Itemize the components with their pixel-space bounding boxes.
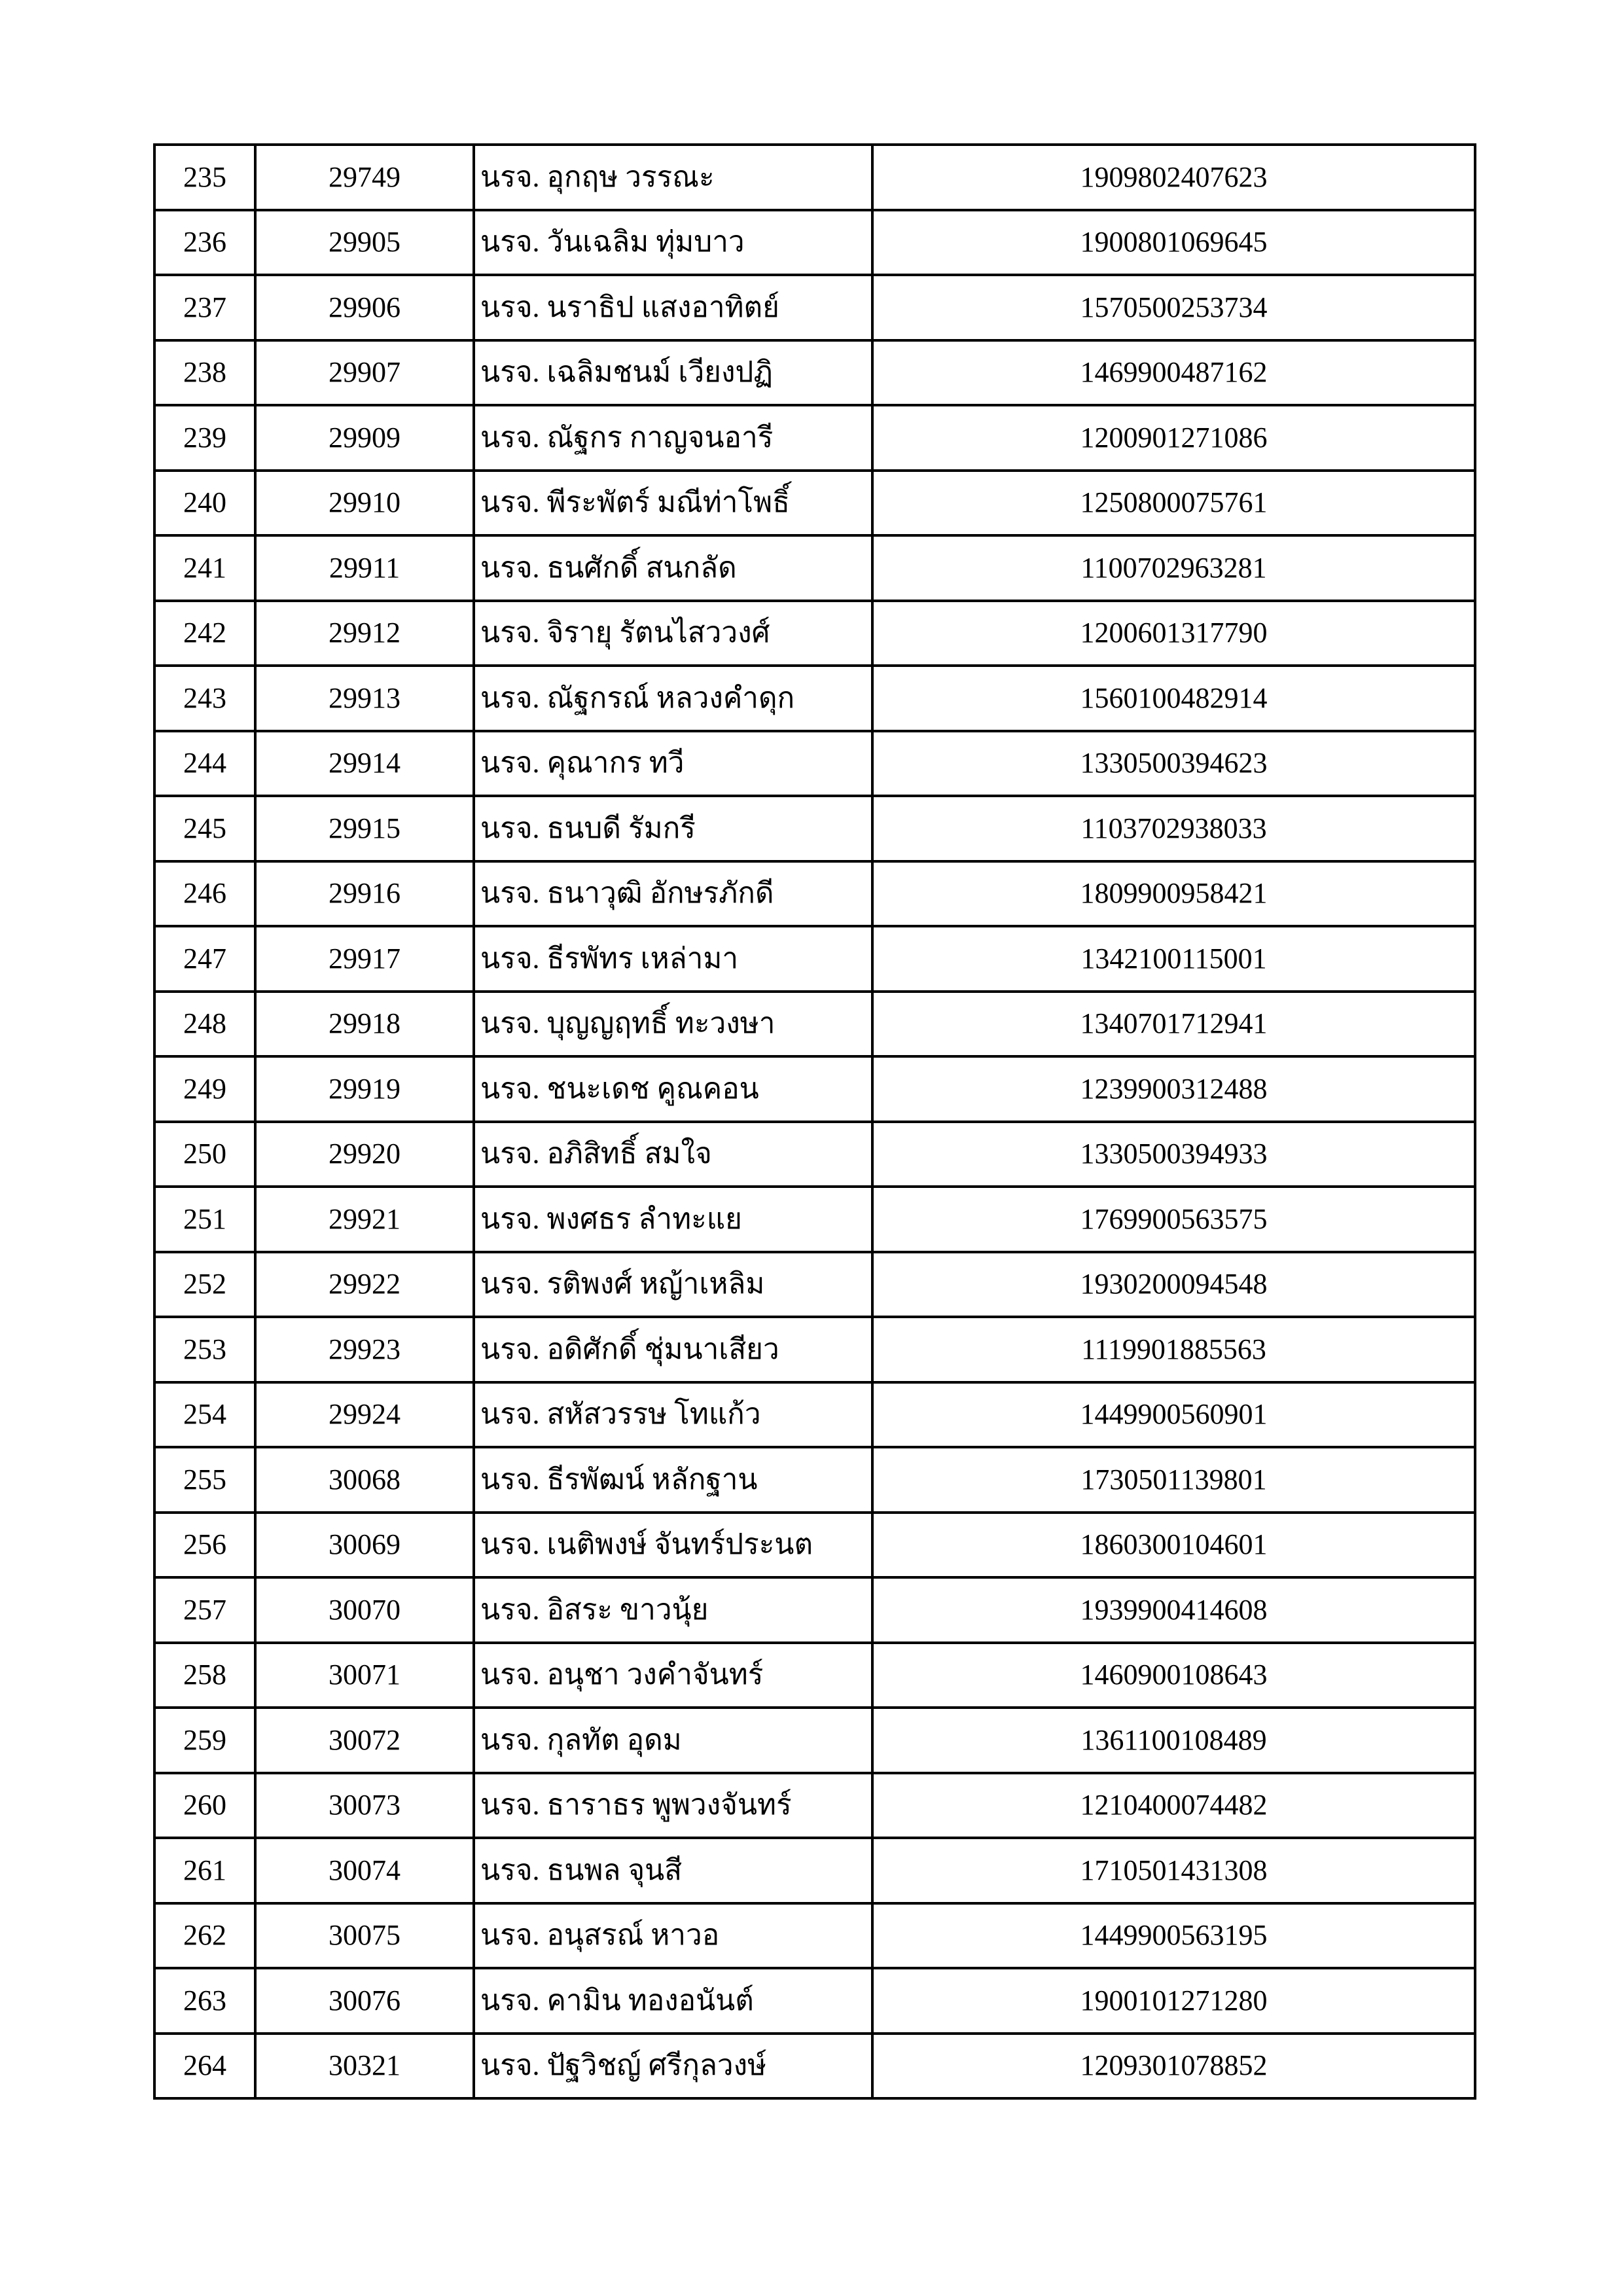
name-cell: นรจ. ธนบดี รัมกรี bbox=[474, 796, 872, 861]
student-id-cell: 29917 bbox=[255, 926, 474, 992]
name-cell: นรจ. คามิน ทองอนันต์ bbox=[474, 1968, 872, 2034]
name-cell: นรจ. คุณากร ทวี bbox=[474, 731, 872, 797]
name-cell: นรจ. ธนพล จุนสี bbox=[474, 1838, 872, 1903]
national-id-cell: 1449900563195 bbox=[872, 1903, 1475, 1969]
row-number-cell: 235 bbox=[154, 145, 255, 210]
national-id-cell: 1900101271280 bbox=[872, 1968, 1475, 2034]
table-row bbox=[154, 731, 1475, 797]
student-id-cell: 29916 bbox=[255, 861, 474, 927]
row-number-cell: 253 bbox=[154, 1317, 255, 1382]
table-row bbox=[154, 145, 1475, 210]
student-id-cell: 29915 bbox=[255, 796, 474, 861]
table-row bbox=[154, 275, 1475, 340]
name-cell: นรจ. สหัสวรรษ โทแก้ว bbox=[474, 1382, 872, 1448]
national-id-cell: 1100702963281 bbox=[872, 535, 1475, 601]
row-number-cell: 261 bbox=[154, 1838, 255, 1903]
student-id-cell: 29921 bbox=[255, 1187, 474, 1252]
name-cell: นรจ. ธนาวุฒิ อักษรภักดี bbox=[474, 861, 872, 927]
name-cell: นรจ. เนติพงษ์ จันทร์ประนต bbox=[474, 1513, 872, 1578]
table-row bbox=[154, 1122, 1475, 1187]
name-cell: นรจ. ปัฐวิชญ์ ศรีกุลวงษ์ bbox=[474, 2034, 872, 2099]
student-id-cell: 29923 bbox=[255, 1317, 474, 1382]
table-row bbox=[154, 1317, 1475, 1382]
table-row bbox=[154, 1643, 1475, 1708]
row-number-cell: 245 bbox=[154, 796, 255, 861]
name-cell: นรจ. อนุสรณ์ หาวอ bbox=[474, 1903, 872, 1969]
table-row bbox=[154, 1773, 1475, 1839]
name-cell: นรจ. อิสระ ขาวนุ้ย bbox=[474, 1577, 872, 1643]
name-cell: นรจ. ธาราธร พูพวงจันทร์ bbox=[474, 1773, 872, 1839]
national-id-cell: 1119901885563 bbox=[872, 1317, 1475, 1382]
national-id-cell: 1930200094548 bbox=[872, 1252, 1475, 1318]
table-row bbox=[154, 471, 1475, 536]
student-id-cell: 29905 bbox=[255, 210, 474, 276]
row-number-cell: 264 bbox=[154, 2034, 255, 2099]
table-row bbox=[154, 1187, 1475, 1252]
row-number-cell: 248 bbox=[154, 992, 255, 1057]
national-id-cell: 1710501431308 bbox=[872, 1838, 1475, 1903]
national-id-cell: 1239900312488 bbox=[872, 1056, 1475, 1122]
table-row bbox=[154, 2034, 1475, 2099]
row-number-cell: 239 bbox=[154, 405, 255, 471]
national-id-cell: 1361100108489 bbox=[872, 1708, 1475, 1773]
student-id-cell: 29913 bbox=[255, 666, 474, 731]
row-number-cell: 246 bbox=[154, 861, 255, 927]
table-row bbox=[154, 1968, 1475, 2034]
national-id-cell: 1939900414608 bbox=[872, 1577, 1475, 1643]
table-row bbox=[154, 926, 1475, 992]
roster-table bbox=[153, 143, 1476, 2100]
name-cell: นรจ. กุลทัต อุดม bbox=[474, 1708, 872, 1773]
row-number-cell: 257 bbox=[154, 1577, 255, 1643]
student-id-cell: 29909 bbox=[255, 405, 474, 471]
row-number-cell: 251 bbox=[154, 1187, 255, 1252]
table-row bbox=[154, 992, 1475, 1057]
row-number-cell: 243 bbox=[154, 666, 255, 731]
national-id-cell: 1560100482914 bbox=[872, 666, 1475, 731]
national-id-cell: 1809900958421 bbox=[872, 861, 1475, 927]
row-number-cell: 244 bbox=[154, 731, 255, 797]
name-cell: นรจ. บุญญฤทธิ์ ทะวงษา bbox=[474, 992, 872, 1057]
student-id-cell: 30075 bbox=[255, 1903, 474, 1969]
row-number-cell: 240 bbox=[154, 471, 255, 536]
national-id-cell: 1200601317790 bbox=[872, 601, 1475, 666]
student-id-cell: 29920 bbox=[255, 1122, 474, 1187]
row-number-cell: 242 bbox=[154, 601, 255, 666]
row-number-cell: 258 bbox=[154, 1643, 255, 1708]
table-row bbox=[154, 1838, 1475, 1903]
student-id-cell: 29924 bbox=[255, 1382, 474, 1448]
name-cell: นรจ. เฉลิมชนม์ เวียงปฏิ bbox=[474, 340, 872, 406]
row-number-cell: 247 bbox=[154, 926, 255, 992]
table-row bbox=[154, 1252, 1475, 1318]
student-id-cell: 29749 bbox=[255, 145, 474, 210]
national-id-cell: 1200901271086 bbox=[872, 405, 1475, 471]
national-id-cell: 1769900563575 bbox=[872, 1187, 1475, 1252]
roster-body bbox=[154, 145, 1475, 2098]
row-number-cell: 262 bbox=[154, 1903, 255, 1969]
row-number-cell: 252 bbox=[154, 1252, 255, 1318]
name-cell: นรจ. ธนศักดิ์ สนกลัด bbox=[474, 535, 872, 601]
table-row bbox=[154, 861, 1475, 927]
table-row bbox=[154, 1056, 1475, 1122]
row-number-cell: 263 bbox=[154, 1968, 255, 2034]
national-id-cell: 1210400074482 bbox=[872, 1773, 1475, 1839]
national-id-cell: 1469900487162 bbox=[872, 340, 1475, 406]
name-cell: นรจ. อุกฤษ วรรณะ bbox=[474, 145, 872, 210]
row-number-cell: 256 bbox=[154, 1513, 255, 1578]
student-id-cell: 30071 bbox=[255, 1643, 474, 1708]
row-number-cell: 237 bbox=[154, 275, 255, 340]
table-row bbox=[154, 1903, 1475, 1969]
row-number-cell: 241 bbox=[154, 535, 255, 601]
name-cell: นรจ. รติพงศ์ หญ้าเหลิม bbox=[474, 1252, 872, 1318]
national-id-cell: 1570500253734 bbox=[872, 275, 1475, 340]
name-cell: นรจ. ธีรพัทร เหล่ามา bbox=[474, 926, 872, 992]
row-number-cell: 260 bbox=[154, 1773, 255, 1839]
student-id-cell: 29906 bbox=[255, 275, 474, 340]
table-row bbox=[154, 1382, 1475, 1448]
table-row bbox=[154, 340, 1475, 406]
row-number-cell: 249 bbox=[154, 1056, 255, 1122]
table-row bbox=[154, 796, 1475, 861]
national-id-cell: 1449900560901 bbox=[872, 1382, 1475, 1448]
student-id-cell: 29911 bbox=[255, 535, 474, 601]
student-id-cell: 30076 bbox=[255, 1968, 474, 2034]
name-cell: นรจ. วันเฉลิม ทุ่มบาว bbox=[474, 210, 872, 276]
student-id-cell: 29907 bbox=[255, 340, 474, 406]
national-id-cell: 1103702938033 bbox=[872, 796, 1475, 861]
national-id-cell: 1860300104601 bbox=[872, 1513, 1475, 1578]
student-id-cell: 30072 bbox=[255, 1708, 474, 1773]
national-id-cell: 1250800075761 bbox=[872, 471, 1475, 536]
table-row bbox=[154, 535, 1475, 601]
student-id-cell: 29912 bbox=[255, 601, 474, 666]
student-id-cell: 29919 bbox=[255, 1056, 474, 1122]
student-id-cell: 30068 bbox=[255, 1447, 474, 1513]
student-id-cell: 30074 bbox=[255, 1838, 474, 1903]
table-row bbox=[154, 1513, 1475, 1578]
row-number-cell: 250 bbox=[154, 1122, 255, 1187]
name-cell: นรจ. ณัฐกรณ์ หลวงคำดุก bbox=[474, 666, 872, 731]
name-cell: นรจ. ชนะเดช คูณคอน bbox=[474, 1056, 872, 1122]
student-id-cell: 30069 bbox=[255, 1513, 474, 1578]
table-row bbox=[154, 601, 1475, 666]
national-id-cell: 1330500394933 bbox=[872, 1122, 1475, 1187]
national-id-cell: 1330500394623 bbox=[872, 731, 1475, 797]
row-number-cell: 236 bbox=[154, 210, 255, 276]
name-cell: นรจ. นราธิป แสงอาทิตย์ bbox=[474, 275, 872, 340]
row-number-cell: 259 bbox=[154, 1708, 255, 1773]
name-cell: นรจ. อภิสิทธิ์ สมใจ bbox=[474, 1122, 872, 1187]
student-id-cell: 29922 bbox=[255, 1252, 474, 1318]
student-id-cell: 30070 bbox=[255, 1577, 474, 1643]
national-id-cell: 1909802407623 bbox=[872, 145, 1475, 210]
student-id-cell: 30321 bbox=[255, 2034, 474, 2099]
student-id-cell: 29914 bbox=[255, 731, 474, 797]
name-cell: นรจ. ธีรพัฒน์ หลักฐาน bbox=[474, 1447, 872, 1513]
name-cell: นรจ. ณัฐกร กาญจนอารี bbox=[474, 405, 872, 471]
row-number-cell: 238 bbox=[154, 340, 255, 406]
name-cell: นรจ. พีระพัตร์ มณีท่าโพธิ์ bbox=[474, 471, 872, 536]
student-id-cell: 29910 bbox=[255, 471, 474, 536]
student-id-cell: 29918 bbox=[255, 992, 474, 1057]
student-id-cell: 30073 bbox=[255, 1773, 474, 1839]
national-id-cell: 1342100115001 bbox=[872, 926, 1475, 992]
row-number-cell: 255 bbox=[154, 1447, 255, 1513]
table-row bbox=[154, 405, 1475, 471]
table-row bbox=[154, 1577, 1475, 1643]
table-row bbox=[154, 1708, 1475, 1773]
national-id-cell: 1900801069645 bbox=[872, 210, 1475, 276]
national-id-cell: 1340701712941 bbox=[872, 992, 1475, 1057]
table-row bbox=[154, 666, 1475, 731]
name-cell: นรจ. อดิศักดิ์ ชุ่มนาเสียว bbox=[474, 1317, 872, 1382]
row-number-cell: 254 bbox=[154, 1382, 255, 1448]
name-cell: นรจ. จิรายุ รัตนไสววงศ์ bbox=[474, 601, 872, 666]
name-cell: นรจ. อนุชา วงคำจันทร์ bbox=[474, 1643, 872, 1708]
name-cell: นรจ. พงศธร ลำทะแย bbox=[474, 1187, 872, 1252]
national-id-cell: 1460900108643 bbox=[872, 1643, 1475, 1708]
national-id-cell: 1209301078852 bbox=[872, 2034, 1475, 2099]
national-id-cell: 1730501139801 bbox=[872, 1447, 1475, 1513]
table-row bbox=[154, 210, 1475, 276]
table-row bbox=[154, 1447, 1475, 1513]
